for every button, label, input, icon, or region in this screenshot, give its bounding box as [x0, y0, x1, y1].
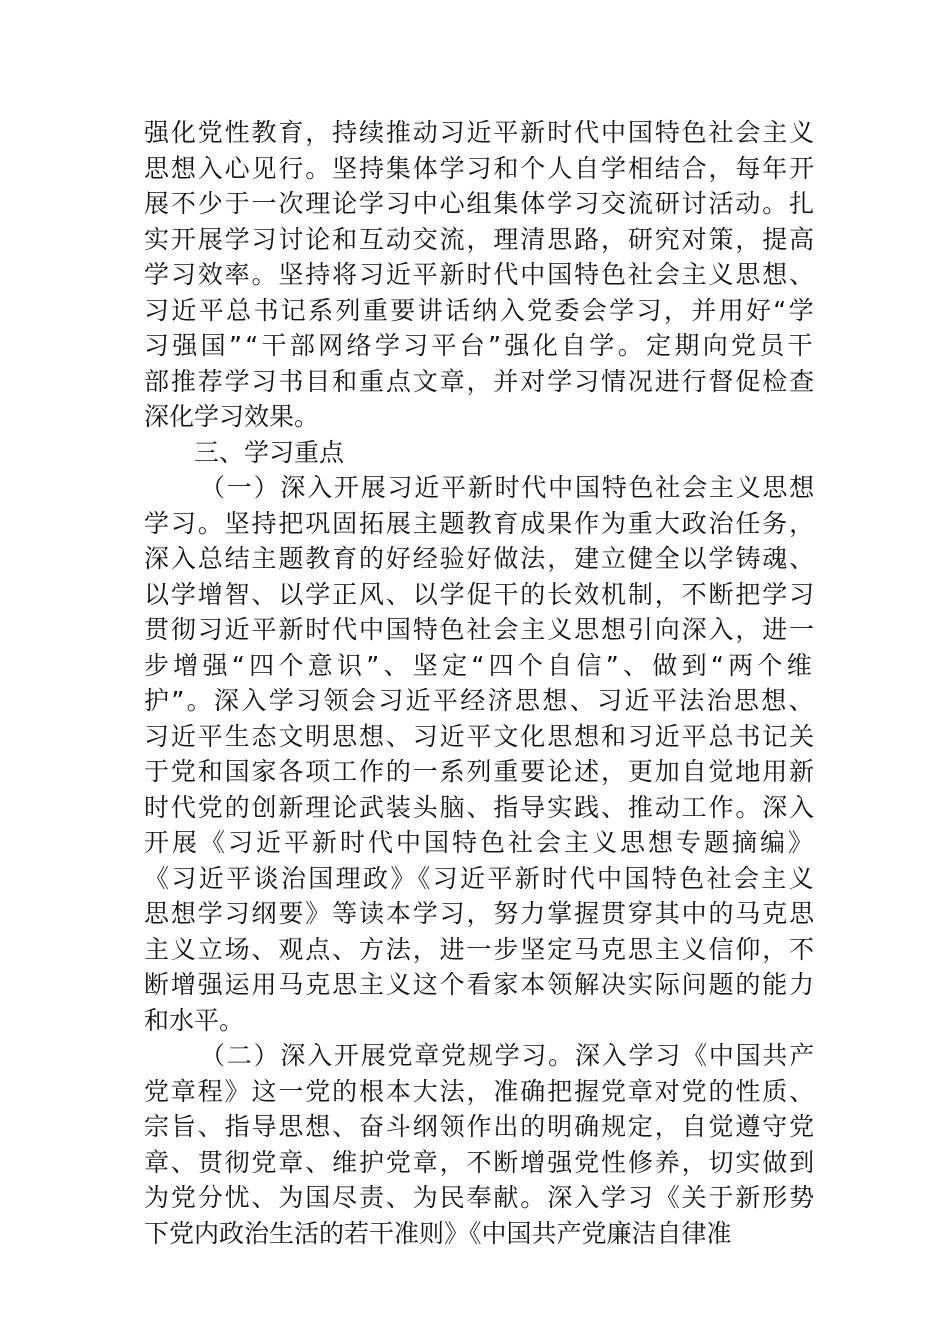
text-line: 贯彻习近平新时代中国特色社会主义思想引向深入，进一: [144, 615, 816, 644]
text-line: 习近平总书记系列重要讲话纳入党委会学习，并用好“学: [144, 295, 816, 325]
text-line: 章、贯彻党章、维护党章，不断增强党性修养，切实做到: [144, 1147, 816, 1177]
text-line: 深化学习效果。: [144, 402, 320, 431]
text-line: （一）深入开展习近平新时代中国特色社会主义思想: [200, 473, 816, 502]
section-heading: 三、学习重点: [194, 437, 345, 467]
text-line: 部推荐学习书目和重点文章，并对学习情况进行督促检查: [144, 366, 816, 396]
text-line: 思想入心见行。坚持集体学习和个人自学相结合，每年开: [144, 153, 816, 183]
text-line: 学习。坚持把巩固拓展主题教育成果作为重大政治任务，: [144, 508, 816, 538]
document-body: [144, 115, 816, 1251]
text-line: 《习近平谈治国理政》《习近平新时代中国特色社会主义: [144, 863, 816, 893]
text-line: 习近平生态文明思想、习近平文化思想和习近平总书记关: [144, 721, 816, 751]
text-line: 实开展学习讨论和互动交流，理清思路，研究对策，提高: [144, 224, 816, 254]
paragraph-continuation: [144, 115, 816, 435]
text-line: 思想学习纲要》等读本学习，努力掌握贯穿其中的马克思: [144, 899, 816, 928]
text-line: 断增强运用马克思主义这个看家本领解决实际问题的能力: [144, 970, 816, 999]
text-line: 护”。深入学习领会习近平经济思想、习近平法治思想、: [144, 686, 816, 715]
paragraph-section-2: [144, 1038, 816, 1251]
text-line: 步增强“四个意识”、坚定“四个自信”、做到“两个维: [144, 650, 816, 680]
text-line: 主义立场、观点、方法，进一步坚定马克思主义信仰，不: [144, 934, 816, 964]
text-line: 于党和国家各项工作的一系列重要论述，更加自觉地用新: [144, 757, 816, 786]
text-line: 和水平。: [144, 1005, 245, 1035]
text-line: 党章程》这一党的根本大法，准确把握党章对党的性质、: [144, 1076, 816, 1106]
text-line: 以学增智、以学正风、以学促干的长效机制，不断把学习: [144, 579, 816, 609]
text-line: 展不少于一次理论学习中心组集体学习交流研讨活动。扎: [144, 189, 816, 218]
text-line: 开展《习近平新时代中国特色社会主义思想专题摘编》: [144, 828, 816, 857]
text-line: 为党分忧、为国尽责、为民奉献。深入学习《关于新形势: [144, 1183, 816, 1212]
paragraph-section-1: [144, 470, 816, 1038]
text-line: 下党内政治生活的若干准则》《中国共产党廉洁自律准: [144, 1218, 732, 1248]
text-line: 宗旨、指导思想、奋斗纲领作出的明确规定，自觉遵守党: [144, 1112, 816, 1141]
text-line: （二）深入开展党章党规学习。深入学习《中国共产: [200, 1041, 816, 1070]
text-line: 深入总结主题教育的好经验好做法，建立健全以学铸魂、: [144, 544, 816, 573]
text-line: 强化党性教育，持续推动习近平新时代中国特色社会主义: [144, 118, 816, 147]
text-line: 时代党的创新理论武装头脑、指导实践、推动工作。深入: [144, 792, 816, 822]
text-line: 习强国”“干部网络学习平台”强化自学。定期向党员干: [144, 331, 816, 360]
text-line: 学习效率。坚持将习近平新时代中国特色社会主义思想、: [144, 260, 816, 289]
